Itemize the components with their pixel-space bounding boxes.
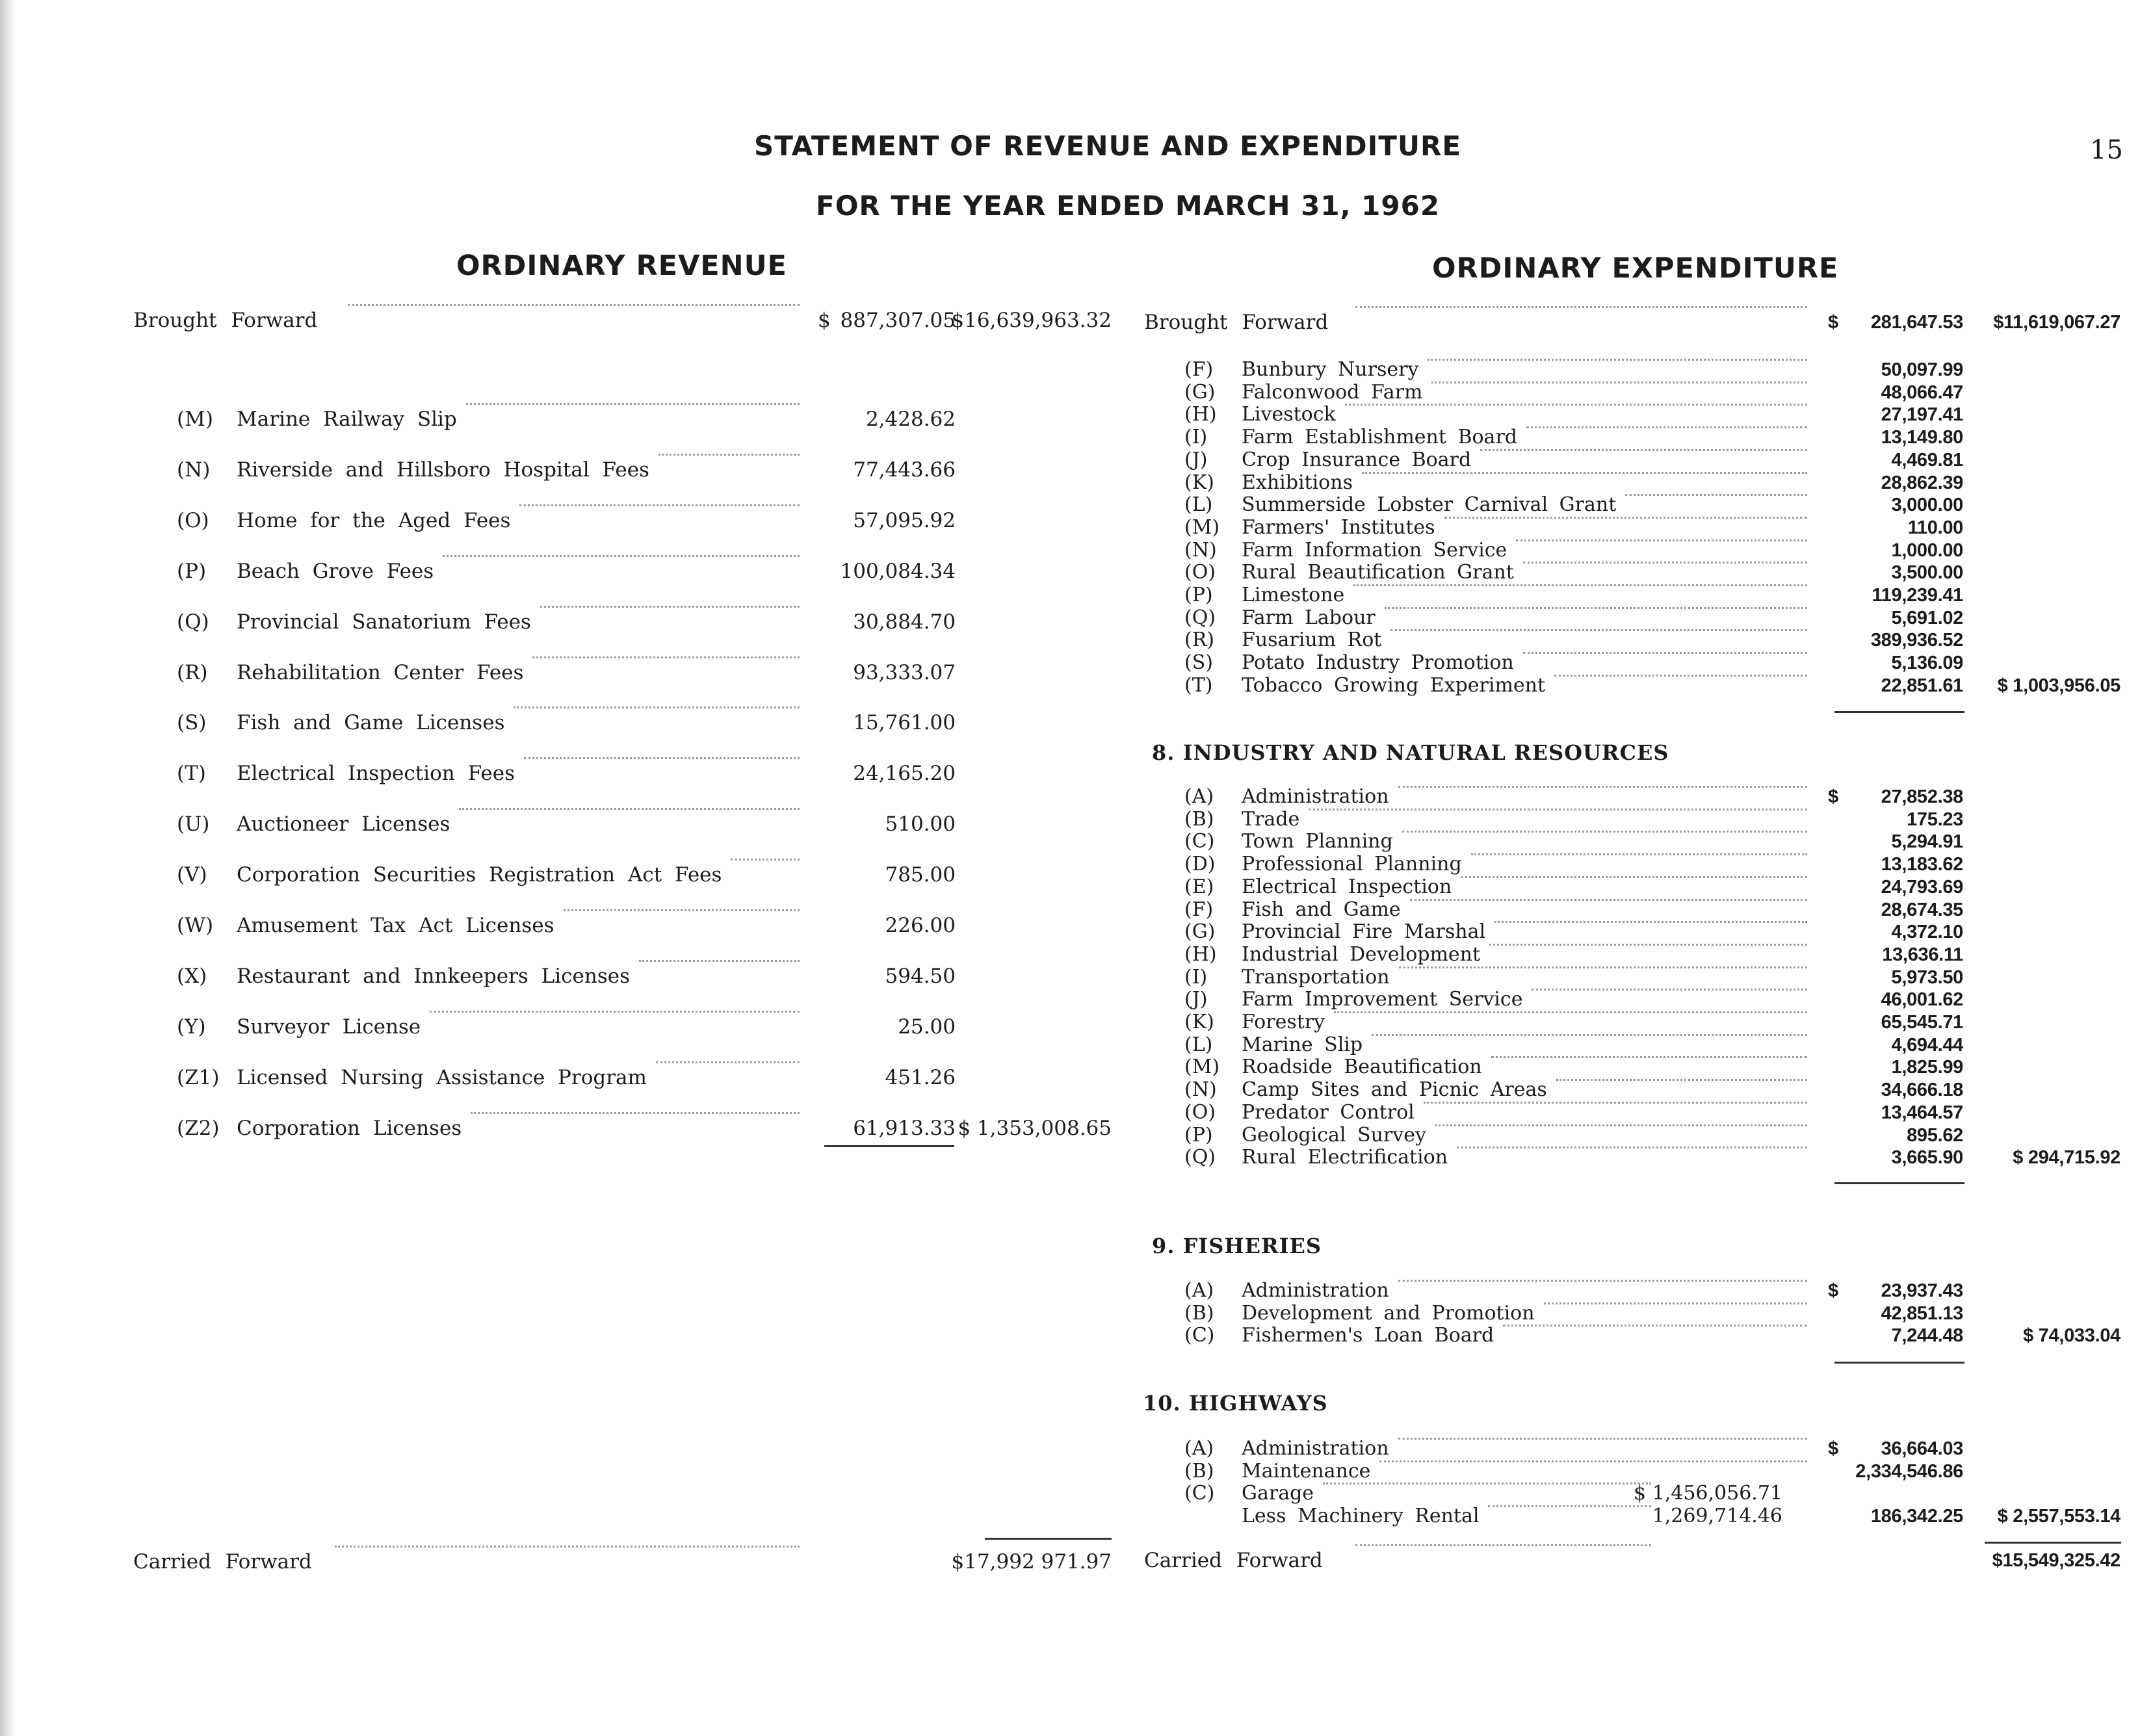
item-amount: 5,973.50 <box>1891 966 1963 988</box>
item-amount: 1,000.00 <box>1891 539 1963 561</box>
item-label: Limestone <box>1242 584 1345 606</box>
leader-dots <box>1544 1302 1807 1304</box>
item-code: (P) <box>1184 1123 1213 1147</box>
item-label: Crop Insurance Board <box>1242 448 1472 471</box>
item-amount: 110.00 <box>1907 517 1963 538</box>
industry-item-row <box>0 1079 2140 1102</box>
item-amount: 186,342.25 <box>1870 1506 1963 1527</box>
item-amount: 3,500.00 <box>1891 562 1963 584</box>
highways-total-rule <box>1985 1542 2121 1544</box>
row-amount: 281,647.53 <box>1870 312 1963 333</box>
item-label: Surveyor License <box>237 1015 421 1039</box>
item-label: Forestry <box>1242 1011 1325 1033</box>
item-code: (R) <box>1184 628 1214 652</box>
item-label: Farm Information Service <box>1242 538 1507 562</box>
item-label: Administration <box>1242 1437 1389 1460</box>
item-label: Administration <box>1242 785 1389 808</box>
industry-item-row <box>0 944 2140 966</box>
item-code: (P) <box>1184 584 1213 606</box>
industry-subtotal-rule <box>1834 1182 1964 1184</box>
item-code: (O) <box>1184 1100 1216 1124</box>
item-code: (U) <box>177 812 210 836</box>
leader-dots <box>1353 584 1807 586</box>
item-label: Potato Industry Promotion <box>1242 651 1514 675</box>
item-label: Marine Slip <box>1242 1033 1363 1056</box>
leader-dots <box>1457 1147 1807 1148</box>
leader-dots <box>1435 1124 1807 1126</box>
item-label: Corporation Licenses <box>237 1116 462 1140</box>
item-label: Predator Control <box>1242 1100 1415 1124</box>
leader-dots <box>514 706 800 708</box>
item-amount: 28,862.39 <box>1881 472 1963 493</box>
agriculture-item-row <box>0 607 2140 630</box>
item-amount: 895.62 <box>1907 1124 1963 1146</box>
item-label: Electrical Inspection Fees <box>237 762 515 786</box>
item-label: Maintenance <box>1242 1459 1371 1483</box>
item-amount: 4,372.10 <box>1891 922 1963 943</box>
item-amount: 2,428.62 <box>865 408 956 431</box>
item-label: Development and Promotion <box>1242 1301 1535 1325</box>
item-code: (Z2) <box>177 1116 220 1140</box>
item-label: Fish and Game <box>1242 898 1401 921</box>
leader-dots <box>1402 831 1807 833</box>
item-label: Summerside Lobster Carnival Grant <box>1242 493 1617 517</box>
item-code: (S) <box>1184 651 1213 675</box>
item-label: Rural Electrification <box>1242 1146 1448 1169</box>
highways-item-row <box>0 1460 2140 1483</box>
agriculture-item-row <box>0 494 2140 517</box>
agriculture-item-row <box>0 629 2140 652</box>
item-code: (Z1) <box>177 1065 220 1089</box>
item-amount: 28,674.35 <box>1881 899 1963 920</box>
item-code: (G) <box>1184 380 1216 404</box>
item-label: Professional Planning <box>1242 853 1462 876</box>
leader-dots <box>1410 899 1807 901</box>
item-code: (T) <box>177 762 206 786</box>
item-amount: 175.23 <box>1907 809 1963 830</box>
item-amount: 4,469.81 <box>1891 449 1963 471</box>
leader-dots <box>1625 494 1807 496</box>
page-subtitle: FOR THE YEAR ENDED MARCH 31, 1962 <box>816 190 1441 222</box>
expenditure-heading: ORDINARY EXPENDITURE <box>1432 252 1839 285</box>
item-label: Garage <box>1242 1482 1314 1505</box>
item-label: Rural Beautification Grant <box>1242 561 1514 584</box>
item-amount: 48,066.47 <box>1881 382 1963 403</box>
item-amount: 119,239.41 <box>1872 585 1963 606</box>
item-code: (C) <box>1184 830 1215 853</box>
leader-dots <box>1372 1034 1807 1036</box>
item-label: Farm Labour <box>1242 606 1376 629</box>
row-label: Brought Forward <box>1144 311 1329 334</box>
item-code: (I) <box>1184 965 1208 989</box>
industry-item-row <box>0 853 2140 876</box>
item-label: Corporation Securities Registration Act Fees <box>237 863 722 887</box>
leader-dots <box>1362 472 1807 474</box>
item-amount: 65,545.71 <box>1881 1012 1963 1033</box>
item-code: (P) <box>177 559 207 583</box>
revenue-heading: ORDINARY REVENUE <box>456 250 787 282</box>
item-code: (V) <box>177 863 207 887</box>
item-label: Tobacco Growing Experiment <box>1242 673 1546 697</box>
item-label: Farm Establishment Board <box>1242 426 1517 449</box>
item-amount: 594.50 <box>885 964 956 988</box>
item-code: (L) <box>1184 1033 1213 1056</box>
item-code: (B) <box>1184 1301 1214 1325</box>
agriculture-item-row <box>0 584 2140 607</box>
section-total: $ 2,557,553.14 <box>1997 1506 2120 1527</box>
row-total: $16,639,963.32 <box>951 309 1112 332</box>
industry-item-row <box>0 1034 2140 1057</box>
item-label: Rehabilitation Center Fees <box>237 660 524 684</box>
item-amount: 30,884.70 <box>853 610 956 634</box>
industry-item-row <box>0 1011 2140 1034</box>
item-amount: 13,183.62 <box>1881 854 1963 875</box>
industry-item-row <box>0 921 2140 944</box>
leader-dots <box>1431 382 1807 383</box>
item-amount: 5,294.91 <box>1891 831 1963 853</box>
row-label: Carried Forward <box>133 1550 312 1574</box>
item-code: (N) <box>1184 538 1217 562</box>
leader-dots <box>1461 876 1807 878</box>
item-code: (O) <box>1184 561 1216 584</box>
item-code: (J) <box>1184 988 1208 1011</box>
agriculture-item-row <box>0 426 2140 449</box>
item-label: Restaurant and Innkeepers Licenses <box>237 964 630 988</box>
item-label: Transportation <box>1242 965 1390 989</box>
item-label: Fish and Game Licenses <box>237 711 505 735</box>
item-amount: 13,464.57 <box>1881 1102 1963 1123</box>
highways-heading: 10. HIGHWAYS <box>1143 1391 1328 1416</box>
item-code: (M) <box>1184 1056 1220 1079</box>
item-label: Licensed Nursing Assistance Program <box>237 1065 647 1089</box>
industry-heading: 8. INDUSTRY AND NATURAL RESOURCES <box>1152 740 1669 765</box>
row-label: Brought Forward <box>133 309 318 332</box>
item-code: (N) <box>177 458 211 482</box>
item-code: (B) <box>1184 807 1214 831</box>
agriculture-item-row <box>0 517 2140 539</box>
leader-dots <box>1480 449 1807 451</box>
item-code: (I) <box>1184 426 1208 449</box>
industry-item-row <box>0 1102 2140 1124</box>
leader-dots <box>1532 989 1807 991</box>
agriculture-item-row <box>0 539 2140 562</box>
leader-dots <box>1398 1438 1807 1440</box>
fisheries-item-row <box>0 1325 2140 1347</box>
item-label: Less Machinery Rental <box>1242 1505 1480 1528</box>
leader-dots <box>1424 1102 1807 1104</box>
item-label: Fishermen's Loan Board <box>1242 1324 1494 1347</box>
leader-dots <box>1526 426 1807 428</box>
item-label: Home for the Aged Fees <box>237 508 511 532</box>
item-code: (O) <box>177 508 209 532</box>
leader-dots <box>1385 607 1807 609</box>
item-label: Marine Railway Slip <box>237 408 457 431</box>
leader-dots <box>1523 652 1807 654</box>
leader-dots <box>1444 517 1807 519</box>
agriculture-item-row <box>0 404 2140 426</box>
item-label: Administration <box>1242 1279 1389 1302</box>
item-code: (R) <box>177 660 208 684</box>
item-code: (A) <box>1184 1279 1214 1302</box>
item-label: Electrical Inspection <box>1242 875 1452 898</box>
item-amount: 46,001.62 <box>1881 989 1963 1011</box>
industry-item-row <box>0 989 2140 1011</box>
item-label: Falconwood Farm <box>1242 380 1423 404</box>
agriculture-item-row <box>0 359 2140 382</box>
item-code: (Q) <box>1184 1146 1216 1169</box>
item-amount: 27,852.38 <box>1881 786 1963 807</box>
item-amount: 100,084.34 <box>840 559 956 583</box>
highways-item-row <box>0 1438 2140 1460</box>
item-label: Industrial Development <box>1242 942 1481 966</box>
leader-dots <box>1503 1325 1807 1327</box>
leader-dots <box>1523 562 1807 564</box>
item-code: (Q) <box>177 610 209 634</box>
leader-dots <box>1355 1544 1651 1546</box>
item-code: (S) <box>177 711 207 735</box>
item-amount: 42,851.13 <box>1881 1302 1963 1324</box>
currency-sign: $ <box>1828 1438 1838 1459</box>
item-label: Fusarium Rot <box>1242 628 1382 652</box>
item-label: Beach Grove Fees <box>237 559 434 583</box>
row-total: $15,549,325.42 <box>1992 1550 2120 1571</box>
item-amount: 34,666.18 <box>1881 1080 1963 1101</box>
fisheries-item-row <box>0 1280 2140 1302</box>
row-total: $17,992 971.97 <box>951 1550 1112 1574</box>
item-amount: 451.26 <box>885 1065 956 1089</box>
item-amount: 510.00 <box>885 812 956 836</box>
leader-dots <box>524 757 800 759</box>
revenue-item-row <box>0 706 1131 739</box>
item-code: (C) <box>1184 1324 1215 1347</box>
item-amount: 5,691.02 <box>1891 607 1963 628</box>
item-code: (E) <box>1184 875 1214 898</box>
item-amount: 5,136.09 <box>1891 653 1963 674</box>
item-amount: 23,937.43 <box>1881 1280 1963 1301</box>
item-label: Livestock <box>1242 403 1336 426</box>
industry-item-row <box>0 831 2140 853</box>
item-amount: 61,913.33 <box>853 1116 956 1140</box>
item-amount: 4,694.44 <box>1891 1034 1963 1056</box>
item-code: (K) <box>1184 471 1214 494</box>
item-amount: 389,936.52 <box>1870 630 1963 651</box>
item-label: Provincial Fire Marshal <box>1242 920 1486 944</box>
item-amount: 27,197.41 <box>1881 404 1963 426</box>
item-code: (C) <box>1184 1482 1215 1505</box>
section-total: $ 74,033.04 <box>2023 1325 2120 1347</box>
leader-dots <box>1488 1505 1651 1507</box>
item-amount: 25.00 <box>898 1015 956 1039</box>
item-amount: 57,095.92 <box>853 508 956 532</box>
fisheries-subtotal-rule <box>1834 1362 1964 1364</box>
leader-dots <box>1309 809 1807 810</box>
industry-item-row <box>0 1056 2140 1079</box>
item-code: (H) <box>1184 942 1217 966</box>
item-label: Provincial Sanatorium Fees <box>237 610 531 634</box>
industry-item-row <box>0 899 2140 922</box>
item-amount: 36,664.03 <box>1881 1438 1963 1459</box>
item-code: (A) <box>1184 1437 1214 1460</box>
item-amount: 2,334,546.86 <box>1855 1460 1963 1482</box>
agriculture-item-row <box>0 562 2140 584</box>
item-code: (K) <box>1184 1011 1214 1033</box>
item-label: Town Planning <box>1242 830 1393 853</box>
industry-item-row <box>0 1147 2140 1169</box>
leader-dots <box>1494 921 1807 923</box>
item-code: (B) <box>1184 1459 1214 1483</box>
row-label: Carried Forward <box>1144 1549 1323 1572</box>
item-code: (L) <box>1184 493 1213 517</box>
page-title: STATEMENT OF REVENUE AND EXPENDITURE <box>754 130 1462 162</box>
leader-dots <box>1398 786 1807 788</box>
leader-dots <box>1399 966 1807 968</box>
fisheries-item-row <box>0 1302 2140 1325</box>
item-code: (G) <box>1184 920 1216 944</box>
leader-dots <box>1428 359 1807 361</box>
item-code: (M) <box>1184 515 1220 539</box>
agriculture-item-row <box>0 472 2140 495</box>
leader-dots <box>1491 1056 1807 1058</box>
currency-sign: $ <box>818 309 831 332</box>
item-amount: 226.00 <box>885 914 956 937</box>
page-number: 15 <box>2090 135 2123 165</box>
currency-sign: $ <box>1828 786 1838 807</box>
item-amount: 13,636.11 <box>1882 944 1963 965</box>
leader-dots <box>1556 1079 1807 1081</box>
leader-dots <box>1379 1460 1807 1462</box>
agriculture-item-row <box>0 652 2140 675</box>
item-sub-amount: $ 1,456,056.71 <box>1633 1482 1782 1505</box>
item-amount: 1,825.99 <box>1891 1057 1963 1078</box>
item-amount: 93,333.07 <box>853 660 956 684</box>
leader-dots <box>1323 1483 1651 1484</box>
revenue-item-row <box>0 757 1131 790</box>
item-code: (T) <box>1184 673 1213 697</box>
item-amount: 24,793.69 <box>1881 876 1963 898</box>
item-amount: 7,244.48 <box>1891 1325 1963 1347</box>
item-label: Amusement Tax Act Licenses <box>237 914 555 937</box>
row-amount: 887,307.05 <box>840 309 956 332</box>
item-amount: 3,000.00 <box>1891 495 1963 516</box>
item-label: Farm Improvement Service <box>1242 988 1523 1011</box>
agriculture-item-row <box>0 675 2140 697</box>
industry-item-row <box>0 876 2140 899</box>
highways-item-row <box>0 1483 2140 1505</box>
revenue-total-rule <box>985 1538 1112 1540</box>
item-code: (M) <box>177 408 213 431</box>
item-label: Riverside and Hillsboro Hospital Fees <box>237 458 649 482</box>
item-label: Trade <box>1242 807 1300 831</box>
item-amount: 13,149.80 <box>1881 427 1963 448</box>
item-amount: 15,761.00 <box>853 711 956 735</box>
item-code: (Y) <box>177 1015 206 1039</box>
item-label: Auctioneer Licenses <box>237 812 450 836</box>
item-code: (Q) <box>1184 606 1216 629</box>
item-label: Exhibitions <box>1242 471 1353 494</box>
item-code: (A) <box>1184 785 1214 808</box>
item-amount: 24,165.20 <box>853 762 956 786</box>
item-code: (W) <box>177 914 214 937</box>
item-amount: 50,097.99 <box>1881 359 1963 380</box>
leader-dots <box>1355 306 1807 308</box>
industry-item-row <box>0 786 2140 809</box>
item-label: Farmers' Institutes <box>1242 515 1435 539</box>
item-amount: 22,851.61 <box>1881 675 1963 696</box>
agriculture-subtotal-rule <box>1834 711 1964 713</box>
expenditure-carried-forward-row <box>0 1544 2140 1577</box>
section-total: $ 294,715.92 <box>2013 1147 2120 1169</box>
item-total: $ 1,353,008.65 <box>958 1116 1112 1140</box>
industry-item-row <box>0 809 2140 831</box>
highways-item-row <box>0 1505 2140 1528</box>
leader-dots <box>1390 629 1807 631</box>
leader-dots <box>1398 1280 1807 1282</box>
leader-dots <box>1471 853 1807 855</box>
item-code: (D) <box>1184 853 1216 876</box>
section-total: $ 1,003,956.05 <box>1997 675 2120 696</box>
item-label: Camp Sites and Picnic Areas <box>1242 1078 1547 1102</box>
item-code: (F) <box>1184 358 1214 381</box>
item-code: (N) <box>1184 1078 1217 1102</box>
item-amount: 785.00 <box>885 863 956 887</box>
row-total: $11,619,067.27 <box>1993 312 2120 333</box>
item-label: Roadside Beautification <box>1242 1056 1482 1079</box>
item-code: (F) <box>1184 898 1214 921</box>
industry-item-row <box>0 966 2140 989</box>
currency-sign: $ <box>1828 1280 1838 1301</box>
item-code: (J) <box>1184 448 1208 471</box>
item-code: (X) <box>177 964 207 988</box>
agriculture-item-row <box>0 382 2140 404</box>
leader-dots <box>1345 404 1807 406</box>
item-label: Geological Survey <box>1242 1123 1426 1147</box>
leader-dots <box>1516 539 1807 541</box>
leader-dots <box>1489 944 1807 946</box>
fisheries-heading: 9. FISHERIES <box>1152 1234 1322 1258</box>
leader-dots <box>1334 1011 1807 1013</box>
industry-item-row <box>0 1124 2140 1147</box>
item-code: (H) <box>1184 403 1217 426</box>
leader-dots <box>1554 675 1807 677</box>
item-label: Bunbury Nursery <box>1242 358 1419 381</box>
item-amount: 3,665.90 <box>1891 1147 1963 1169</box>
expenditure-brought-forward-row <box>0 306 2140 339</box>
agriculture-item-row <box>0 449 2140 472</box>
currency-sign: $ <box>1828 312 1838 333</box>
item-sub-amount: 1,269,714.46 <box>1652 1505 1782 1528</box>
item-amount: 77,443.66 <box>853 458 956 482</box>
